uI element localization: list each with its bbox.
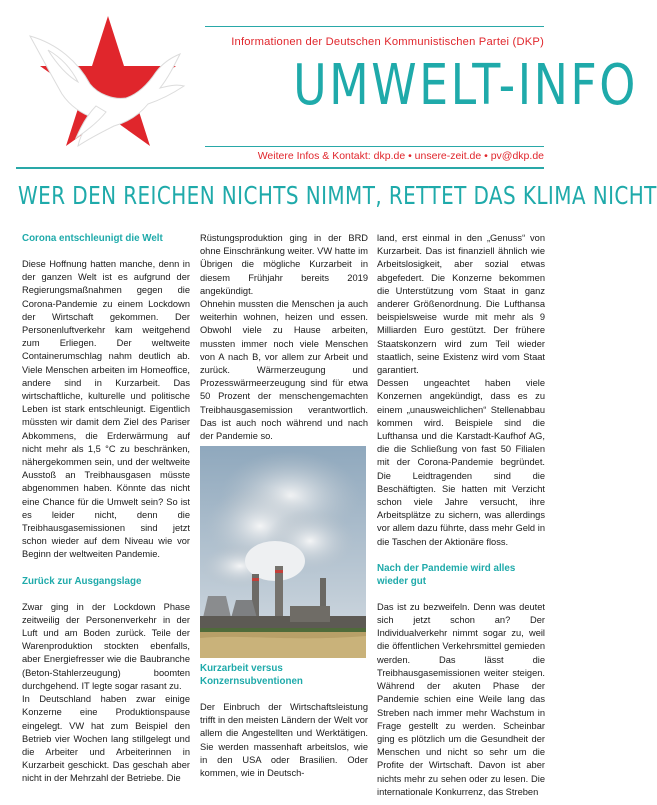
masthead-title: UMWELT-INFO — [293, 53, 638, 118]
paragraph: Das ist zu bezweifeln. Denn was deutet sich jetzt schon an? Der Individualverkehr nimmt sogar zu, weil die öffentlichen Verkehrsmittel gemieden werden. Das lässt die Treibhausgasemissionen weiter steigen. Während der akuten Phase der Pandemie schien eine Weile lang das Streben nach immer mehr Wachstum in Frage gestellt zu werden. Scheinbar ging es plötzlich um die Gesundheit der Menschen und nicht so sehr um die Profite der Wirtschaft. Davon ist aber nichts mehr zu sehen oder zu lesen. Die internationale Konkurrenz, das Streben — [377, 601, 545, 797]
article-column-2-lower — [200, 662, 368, 780]
article-column-2 — [200, 232, 368, 443]
header-top-rule — [205, 26, 544, 27]
header-bottom-rule — [16, 167, 544, 169]
power-plant-photo — [200, 446, 366, 658]
star-dove-icon — [18, 14, 198, 166]
article-headline: WER DEN REICHEN NICHTS NIMMT, RETTET DAS KLIMA NICHT — [18, 181, 657, 210]
paragraph: land, erst einmal in den „Genuss“ von Kurzarbeit. Das ist finanziell ähnlich wie Arbeitslosigkeit, aber sozial etwas abgefedert. Die Konzerne bekommen die Unterstützung vom Staat in ganz anderer Größenordnung. Die Lufthansa beispielsweise wurde mit mehr als 9 Milliarden Euro gestützt. Der frühere Staatskonzern wird zum Teil wieder staatlich, seine Existenz wird vom Staat garantiert. — [377, 233, 545, 376]
paragraph: Dessen ungeachtet haben viele Konzernen angekündigt, dass es zu einem „unausweichlichen“ Stellenabbau kommen wird. Beispiele sind die Lufthansa und die Karstadt-Kaufhof AG, die die Schließung von fast 50 Filialen mit der Corona-Pandemie begründet. Die Leidtragenden sind die Beschäftigten. Sie hatten mit Verzicht schon viele Jahre versucht, ihre Arbeitsplätze zu sichern, was allerdings vor allem dazu führte, dass mehr Geld in die Taschen der Aktionäre floss. — [377, 378, 545, 547]
publisher-line: Informationen der Deutschen Kommunistischen Partei (DKP) — [231, 36, 544, 48]
article-column-3 — [377, 232, 545, 799]
section-heading: Nach der Pandemie wird alles wieder gut — [377, 562, 516, 587]
paragraph: Der Einbruch der Wirtschaftsleistung trifft in den meisten Ländern der Welt vor allem die Angestellten und Werktätigen. Sie werden massenhaft arbeitslos, wie in den USA oder Brasilien. Oder kommen, wie in Deutsch- — [200, 702, 368, 779]
section-heading: Zurück zur Ausgangslage — [22, 575, 142, 587]
paragraph: Diese Hoffnung hatten manche, denn in der ganzen Welt ist es aufgrund der Regierungsmaßnahmen gegen die Corona-Pandemie zu einem Lockdown der Wirtschaft gekommen. Der Personenluftverkehr kam weitgehend zum Erliegen. Der weltweite Containerumschlag nahm deutlich ab. Viele Menschen arbeiten im Homeoffice, andere sind in Kurzarbeit. Das wirtschaftliche, kulturelle und politische Leben ist stark entschleunigt. Eigentlich müssten wir damit dem Ziel des Pariser Abkommens, die Erderwärmung auf nicht mehr als 1,5 °C zu beschränken, nähergekommen sein, und der weltweite Ausstoß an Treibhausgasen müsste abgenommen haben. Könnte das nicht eine Chance für die Umwelt sein? So ist es leider nicht, denn die Treibhausgasemissionen sind jetzt schon wieder auf dem Niveau wie vor Beginn der weltweiten Pandemie. — [22, 259, 190, 560]
section-heading: Corona entschleunigt die Welt — [22, 233, 163, 244]
paragraph: In Deutschland haben zwar einige Konzerne eine Produktionspause eingelegt. VW hat zum Beispiel den Betrieb vier Wochen lang stillgelegt und die Arbeiter und Arbeiterinnen in Kurzarbeit geschickt. Das geschah aber nicht in der Mehrzahl der Betriebe. Die — [22, 694, 190, 784]
section-heading: Kurzarbeit versus Konzernsubventionen — [200, 663, 303, 687]
contact-line: Weitere Infos & Kontakt: dkp.de • unsere-zeit.de • pv@dkp.de — [257, 150, 544, 162]
article-column-1 — [22, 232, 190, 786]
header-middle-rule — [205, 146, 544, 147]
paragraph: Ohnehin mussten die Menschen ja auch weiterhin wohnen, heizen und essen. Obwohl viele zu Hause arbeiten, mussten immer noch viele Menschen von A nach B, vor allem zur Arbeit und zurück. Wärmerzeugung und Prozesswärmeerzeugung sind für etwa 50 Prozent der menschengemachten Treibhausgasemission verantwortlich. Das ist auch noch während und nach der Pandemie so. — [200, 299, 368, 442]
dkp-logo — [18, 14, 198, 166]
paragraph: Zwar ging in der Lockdown Phase zeitweilig der Personenverkehr in der Luft und am Boden zurück. Teile der Warenproduktion stockten ebenfalls, aber Energiefresser wie die Baubranche (Beton-Stahlerzeugung) boomten durchgehend. IT legte sogar rasant zu. — [22, 601, 190, 691]
paragraph: Rüstungsproduktion ging in der BRD ohne Einschränkung weiter. VW hatte im Übrigen die mögliche Kurzarbeit in diesem Frühjahr bereits 2019 angekündigt. — [200, 233, 368, 296]
